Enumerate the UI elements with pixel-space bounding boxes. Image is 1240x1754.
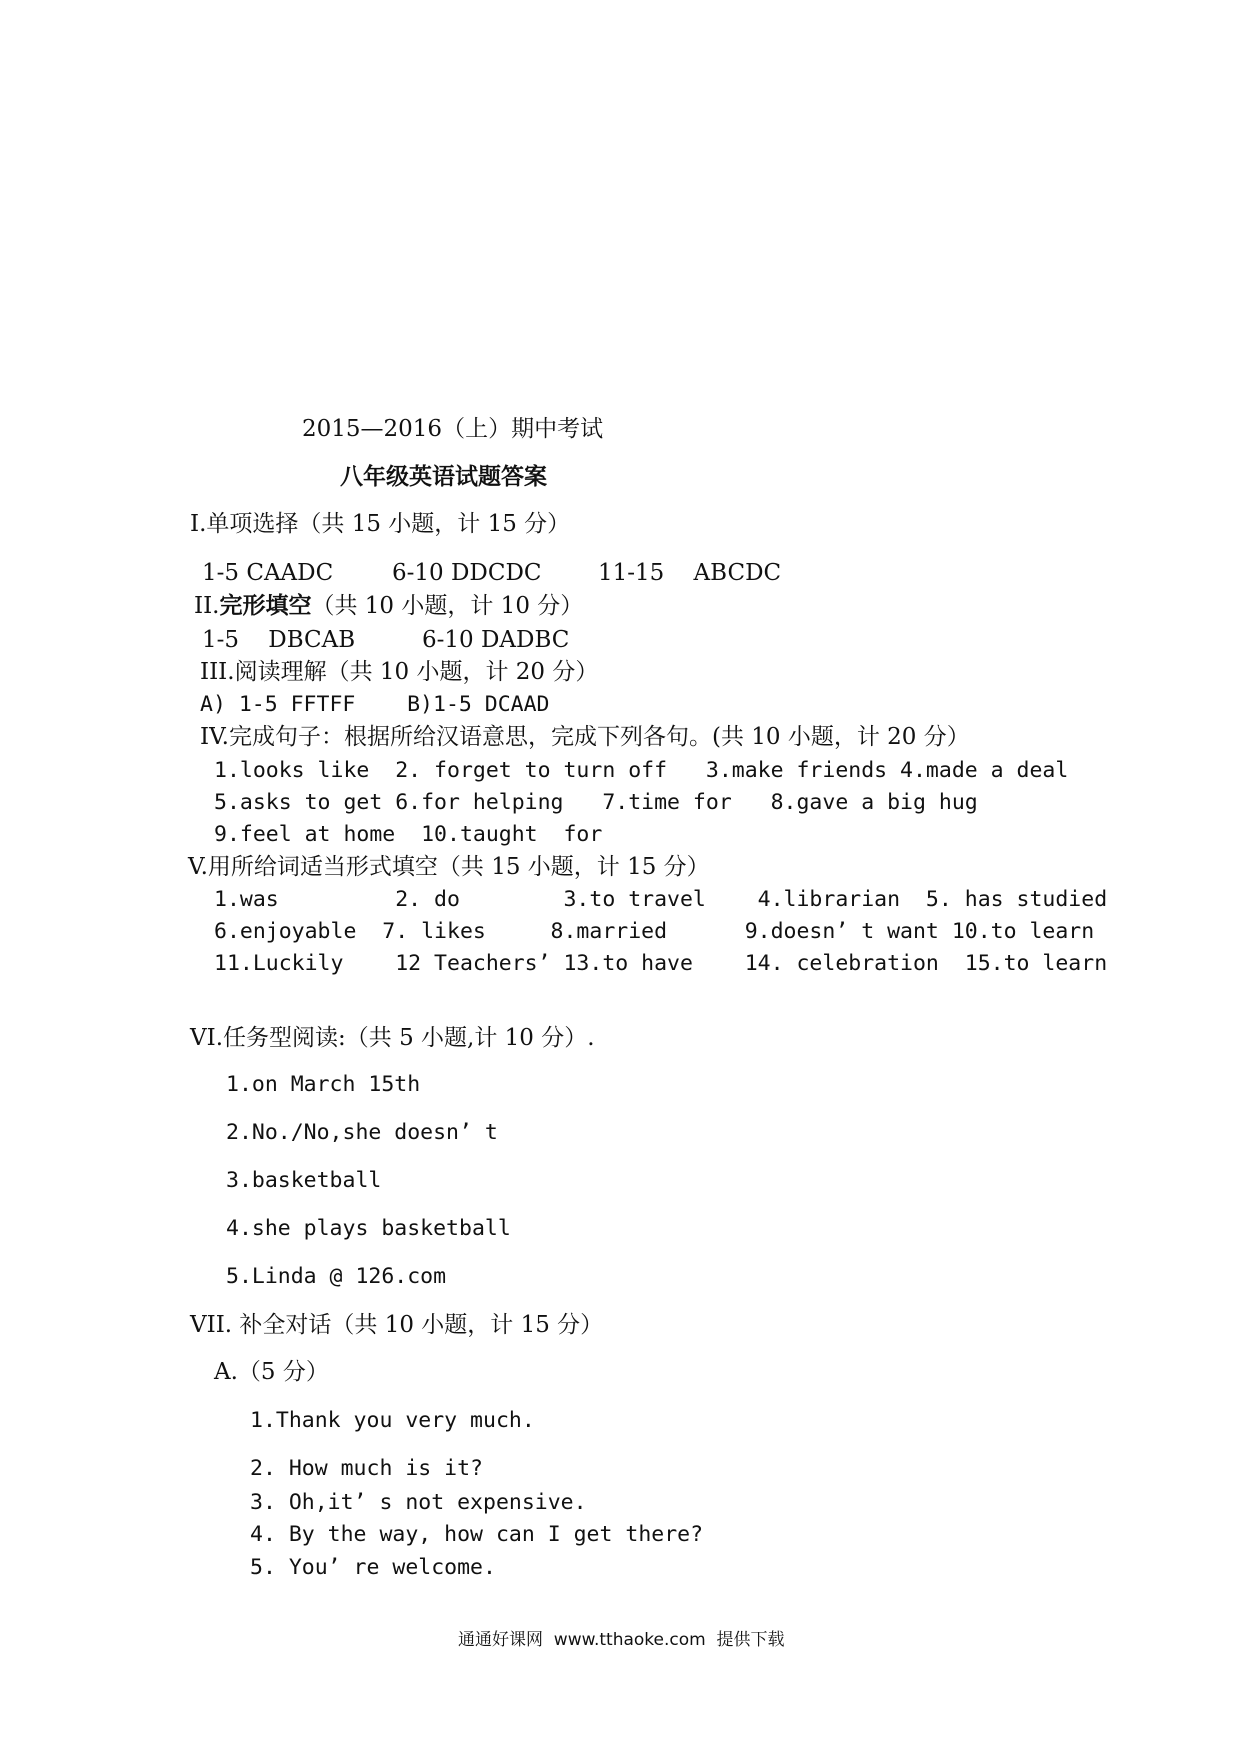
section-5-line: 1.was 2. do 3.to travel 4.librarian 5. has studied bbox=[214, 887, 1108, 912]
section-2-numeral: II. bbox=[194, 593, 220, 619]
section-2-detail: （共 10 小题，计 10 分） bbox=[311, 593, 584, 619]
section-2-answer: 1-5 DBCAB bbox=[202, 627, 356, 653]
section-4-line: 1.looks like 2. forget to turn off 3.make friends 4.made a deal bbox=[214, 758, 1069, 783]
section-2-heading bbox=[194, 591, 583, 621]
section-7-heading: VII. 补全对话（共 10 小题，计 15 分） bbox=[190, 1312, 604, 1338]
section-5-heading: V.用所给词适当形式填空（共 15 小题，计 15 分） bbox=[188, 854, 710, 880]
section-6-answer: 3.basketball bbox=[226, 1168, 382, 1193]
section-7-part-a: A.（5 分） bbox=[214, 1359, 329, 1385]
section-7-answer: 4. By the way, how can I get there? bbox=[250, 1522, 704, 1547]
section-6-answer: 5.Linda @ 126.com bbox=[226, 1264, 447, 1289]
exam-subtitle: 八年级英语试题答案 bbox=[340, 464, 547, 490]
section-6-answer: 2.No./No,she doesn’ t bbox=[226, 1120, 498, 1145]
section-3-heading: III.阅读理解（共 10 小题，计 20 分） bbox=[200, 659, 599, 685]
section-1-answer: 11-15 ABCDC bbox=[598, 560, 782, 586]
page-footer: 通通好课网 www.tthaoke.com 提供下载 bbox=[458, 1630, 785, 1650]
section-6-heading: VI.任务型阅读:（共 5 小题,计 10 分）. bbox=[190, 1025, 595, 1051]
section-4-line: 5.asks to get 6.for helping 7.time for 8.gave a big hug bbox=[214, 790, 978, 815]
section-7-answer: 2. How much is it? bbox=[250, 1456, 483, 1481]
section-6-answer: 1.on March 15th bbox=[226, 1072, 421, 1097]
section-7-answer: 3. Oh,it’ s not expensive. bbox=[250, 1490, 587, 1515]
section-5-line: 6.enjoyable 7. likes 8.married 9.doesn’ t want 10.to learn bbox=[214, 919, 1095, 944]
section-2-title: 完形填空 bbox=[219, 593, 312, 619]
section-7-answer: 5. You’ re welcome. bbox=[250, 1555, 496, 1580]
section-5-line: 11.Luckily 12 Teachers’ 13.to have 14. celebration 15.to learn bbox=[214, 951, 1108, 976]
section-3-answer: A) 1-5 FFTFF B)1-5 DCAAD bbox=[200, 692, 550, 717]
exam-title: 2015—2016（上）期中考试 bbox=[302, 416, 604, 442]
section-1-heading: I.单项选择（共 15 小题，计 15 分） bbox=[190, 511, 571, 537]
section-4-line: 9.feel at home 10.taught for bbox=[214, 822, 603, 847]
section-1-answer: 6-10 DDCDC bbox=[392, 560, 542, 586]
section-7-answer: 1.Thank you very much. bbox=[250, 1408, 535, 1433]
section-1-answer: 1-5 CAADC bbox=[202, 560, 334, 586]
section-2-answer: 6-10 DADBC bbox=[422, 627, 570, 653]
section-6-answer: 4.she plays basketball bbox=[226, 1216, 511, 1241]
section-4-heading: IV.完成句子：根据所给汉语意思，完成下列各句。(共 10 小题，计 20 分） bbox=[200, 724, 970, 750]
